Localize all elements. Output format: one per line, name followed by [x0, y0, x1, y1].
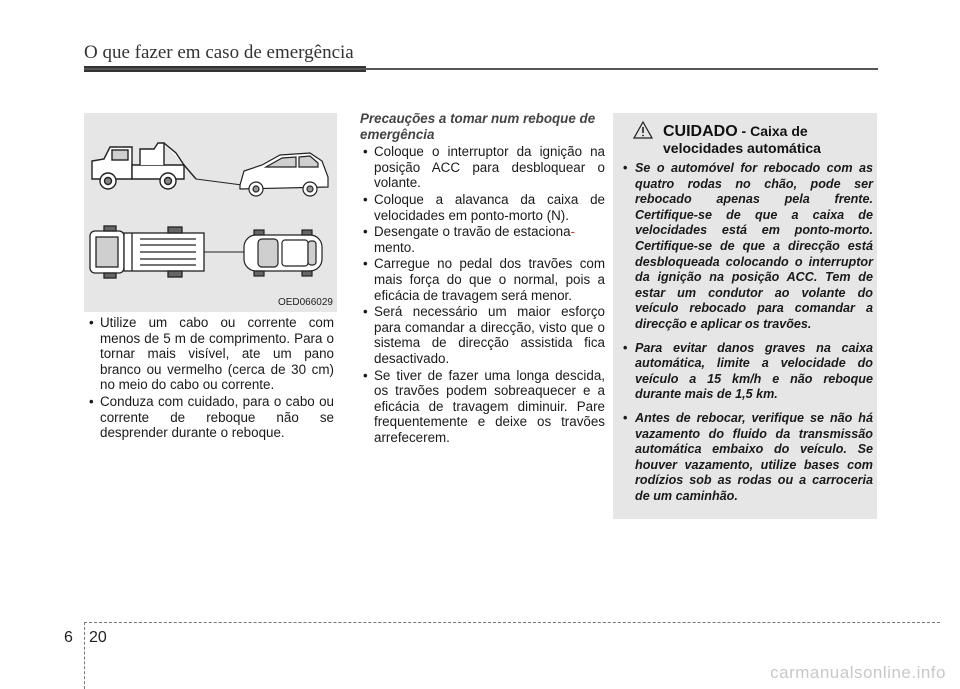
section-heading: Precauções a tomar num reboque de emergência — [360, 111, 596, 142]
hyphen-mark: - — [570, 224, 575, 240]
list-item: • Carregue no pedal dos travões com mais força do que o normal, pois a eficácia de travagem será menor. — [358, 256, 605, 303]
warning-triangle-icon — [633, 121, 653, 139]
caution-list — [623, 161, 873, 512]
page-number: 20 — [89, 629, 107, 646]
caution-title — [663, 123, 873, 157]
footer-divider — [84, 622, 85, 689]
list-item: • Será necessário um maior esforço para comandar a direcção, visto que o sistema de direcção assistida fica desactivado. — [358, 304, 605, 366]
footer-rule — [84, 622, 940, 623]
towing-instructions-list — [84, 315, 334, 441]
list-item: • Se o automóvel for rebocado com as quatro rodas no chão, pode ser rebocado apenas pela frente. Certifique-se de que a caixa de velocidades está em ponto-morto. Certifique-se de que a direcção está desbloqueada colocando o interruptor da ignição na posição ACC. Tem de estar um condutor ao volante do veículo rebocado para comandar a direcção e aplicar os travões. — [623, 161, 873, 333]
list-item: • Para evitar danos graves na caixa automática, limite a velocidade do veículo a 15 km/h e não reboque durante mais de 1,5 km. — [623, 341, 873, 403]
list-item-text: Desengate o travão de estaciona — [374, 224, 571, 240]
list-item: • Utilize um cabo ou corrente com menos de 5 m de comprimento. Para o tornar mais visível, ate um pano branco ou vermelho (cerca de 30 cm) no meio do cabo ou corrente. — [84, 315, 334, 393]
watermark: carmanualsonline.info — [770, 663, 946, 682]
page-header-title: O que fazer em caso de emergência — [84, 42, 354, 63]
precautions-list — [358, 144, 605, 445]
list-item — [358, 224, 605, 255]
towing-illustration — [84, 113, 337, 312]
chapter-number: 6 — [64, 629, 73, 646]
towed-car-side-view — [240, 153, 328, 196]
list-item: • Conduza com cuidado, para o cabo ou corrente de reboque não se desprender durante o reboque. — [84, 394, 334, 441]
list-item-text: mento. — [374, 239, 415, 255]
towed-car-top-view — [244, 230, 322, 276]
left-column — [84, 315, 334, 442]
tow-truck-diagram — [84, 113, 337, 312]
tow-truck-top-view — [90, 226, 244, 278]
caution-subtitle: - Caixa de velocidades automática — [663, 123, 821, 156]
header-rule — [84, 68, 878, 70]
middle-column — [358, 111, 605, 446]
caution-box — [613, 113, 877, 519]
list-item: • Coloque o interruptor da ignição na posição ACC para desbloquear o volante. — [358, 144, 605, 191]
list-item: • Coloque a alavanca da caixa de velocidades em ponto-morto (N). — [358, 192, 605, 223]
list-item: • Antes de rebocar, verifique se não há vazamento do fluido da transmissão automática embaixo do veículo. Se houver vazamento, utilize bases com rodízios sob as rodas ou a carroceria de um caminhão. — [623, 411, 873, 505]
list-item: • Se tiver de fazer uma longa descida, os travões podem sobreaquecer e a eficácia de travagem diminuir. Pare frequentemente e deixe os travões arrefecerem. — [358, 368, 605, 446]
figure-code-label: OED066029 — [277, 297, 333, 308]
tow-truck-side-view — [92, 143, 242, 189]
caution-word: CUIDADO — [663, 123, 738, 140]
